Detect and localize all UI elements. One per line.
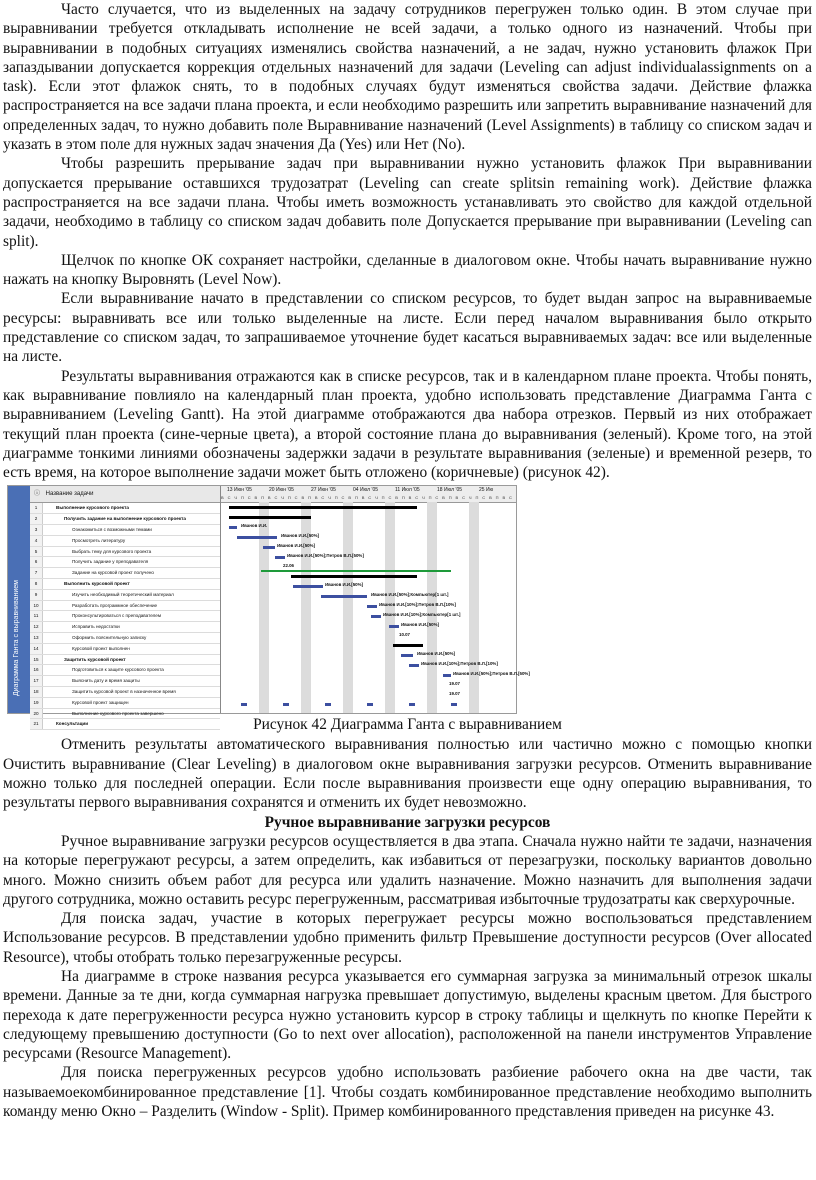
bar-label: 22.06	[283, 563, 294, 569]
task-row-name: Задание на курсовой проект получено	[72, 570, 154, 576]
task-row-number: 4	[30, 536, 43, 546]
task-row-name: Выполнение курсового проекта завершено	[72, 710, 164, 716]
task-row-number: 11	[30, 611, 43, 621]
task-row-number: 21	[30, 719, 43, 729]
task-row-name: Курсовой проект выполнен	[72, 645, 130, 651]
bar-label: Иванов И.И.[50%];Петров В.Л.[50%]	[453, 671, 530, 677]
paragraph: Часто случается, что из выделенных на задачу сотрудников перегружен только один. В этом случае при выравнивании требуется откладывать исполнение не всей задачи, а только одного из назначений. Чтобы при выравнивании в подобных ситуациях изменялись свойства назначений, а не задач, нужно установить флажок При запаздывании допускается коррекция отдельных назначений для задачи (Leveling can adjust individualassignments on a task). Если этот флажок снять, то в подобных случаях будут изменяться свойства задачи. Действие флажка распространяется на все задачи плана проекта, и если необходимо разрешить или запретить выравнивание назначений для определенных задач, то нужно добавить поле Выравнивание назначений (Level Assignments) в таблицу со списком задач и указать в этом поле для нужных задач значения Да (Yes) или Нет (No).	[3, 1, 812, 154]
timescale-week: 13 Июн '05	[227, 487, 252, 494]
task-row-number: 5	[30, 547, 43, 557]
weekend-shading	[427, 502, 437, 713]
task-row-number: 3	[30, 525, 43, 535]
task-row-name: Ознакомиться с возможными темами	[72, 527, 152, 533]
view-bar	[8, 486, 30, 713]
task-row-name: Защитить курсовой проект в назначенное время	[72, 688, 176, 694]
task-bar	[401, 654, 413, 657]
timescale-week: 25 Ию	[479, 487, 494, 494]
bar-label: Иванов И.И.[50%]	[277, 543, 315, 549]
bar-label: Иванов И.И.	[241, 523, 268, 529]
paragraph: Результаты выравнивания отражаются как в списке ресурсов, так и в календарном плане проекта. Чтобы понять, как выравнивание повлияло на календарный план проекта, удобно использовать представление Диаграмма Ганта с выравниванием (Leveling Gantt). На этой диаграмме отображаются два набора отрезков. Первый из них отображает текущий план проекта (сине-черные цвета), а второй состояние плана до выравнивания (зеленый). Кроме того, на этой диаграмме тонкими линиями обозначены задержки задачи в результате выравнивания (зеленые) и временной резерв, то есть время, на которое выполнение задачи может быть отложено (коричневые) (рисунок 42).	[3, 367, 812, 482]
task-bar	[263, 546, 275, 549]
summary-bar	[229, 516, 311, 519]
timescale	[221, 486, 516, 503]
task-bar	[229, 526, 237, 529]
bar-label: Иванов И.И.[50%];Компьютер[1 шт.]	[371, 592, 449, 598]
task-bar	[389, 625, 399, 628]
paragraph: Для поиска задач, участие в которых перегружает ресурсы можно воспользоваться представлением Использование ресурсов. В представлении удобно применить фильтр Превышение доступности ресурсов (Over allocated Resource), чтобы отобрать только перезагруженные ресурсы.	[3, 910, 812, 966]
task-bar	[275, 556, 285, 559]
bar-label: Иванов И.И.[50%]	[281, 533, 319, 539]
task-row-number: 20	[30, 709, 43, 719]
task-row[interactable]	[30, 525, 220, 536]
task-row[interactable]	[30, 665, 220, 676]
task-row-name: Проконсультироваться с преподавателем	[72, 613, 161, 619]
consultation-bar	[241, 703, 247, 706]
bar-label: Иванов И.И.[50%]	[325, 582, 363, 588]
timescale-week: 27 Июн '05	[311, 487, 336, 494]
consultation-bar	[283, 703, 289, 706]
task-row-name: Исправить недостатки	[72, 624, 120, 630]
task-row[interactable]	[30, 601, 220, 612]
task-row-name: Получить задание на выполнение курсового проекта	[64, 516, 186, 522]
task-bar	[443, 674, 451, 677]
task-row[interactable]	[30, 719, 220, 730]
task-row-number: 12	[30, 622, 43, 632]
task-row-name: Выполнить курсовой проект	[64, 581, 130, 586]
bar-label: 19.07	[449, 691, 460, 697]
bar-label: Иванов И.И.[50%]	[417, 651, 455, 657]
task-row[interactable]	[30, 590, 220, 601]
task-bar	[293, 585, 323, 588]
task-row-number: 17	[30, 676, 43, 686]
task-row-number: 8	[30, 579, 43, 589]
task-row-name: Курсовой проект защищен	[72, 699, 129, 705]
bar-label: Иванов И.И.[10%];Петров В.Л.[10%]	[379, 602, 456, 608]
task-row-number: 13	[30, 633, 43, 643]
bar-label: Иванов И.И.[50%]	[401, 622, 439, 628]
timescale-week: 11 Июл '05	[395, 487, 420, 494]
summary-bar	[393, 644, 423, 647]
weekend-shading	[343, 502, 353, 713]
task-row[interactable]	[30, 579, 220, 590]
column-header-task-name: Название задачи	[45, 491, 94, 498]
task-row-name: Изучить необходимый теоретический материал	[72, 591, 174, 597]
task-row[interactable]	[30, 633, 220, 644]
task-row-name: Разработать программное обеспечение	[72, 602, 158, 608]
task-bar	[367, 605, 377, 608]
bar-label: 19.07	[449, 681, 460, 687]
gantt-chart	[221, 486, 530, 713]
task-table-header	[30, 486, 220, 503]
baseline-bar	[261, 570, 451, 572]
bar-label: Иванов И.И.[10%];Петров В.Л.[10%]	[421, 661, 498, 667]
task-row-number: 7	[30, 568, 43, 578]
task-row[interactable]	[30, 655, 220, 666]
summary-bar	[291, 575, 417, 578]
task-bar	[371, 615, 381, 618]
task-row-number: 6	[30, 557, 43, 567]
task-row[interactable]	[30, 536, 220, 547]
timescale-week: 20 Июн '05	[269, 487, 294, 494]
task-row-name: Защитить курсовой проект	[64, 656, 126, 662]
consultation-bar	[325, 703, 331, 706]
task-row-number: 15	[30, 655, 43, 665]
task-row[interactable]	[30, 514, 220, 525]
weekend-shading	[259, 502, 269, 713]
paragraph: Для поиска перегруженных ресурсов удобно использовать разбиение рабочего окна на две части, так называемоекомбинированное представление [1]. Чтобы создать комбинированное представление необходимо выполнить команду меню Окно – Разделить (Window - Split). Пример комбинированного представления приведен на рисунке 43.	[3, 1064, 812, 1121]
paragraph: Чтобы разрешить прерывание задач при выравнивании нужно установить флажок При выравнивании допускается прерывание оставшихся трудозатрат (Leveling can create splitsin remaining work). Действие флажка распространяется на все задачи плана. Чтобы иметь возможность устанавливать это свойство для каждой отдельной задачи, необходимо в таблицу со списком задач добавить поле Допускается прерывание при выравнивании (Leveling can split).	[3, 155, 812, 250]
task-row-name: Консультации	[56, 721, 89, 727]
consultation-bar	[451, 703, 457, 706]
paragraph: Щелчок по кнопке ОК сохраняет настройки, сделанные в диалоговом окне. Чтобы начать выравнивание нужно нажать на кнопку Выровнять (Level Now).	[3, 251, 812, 289]
figure-caption: Рисунок 42 Диаграмма Ганта с выравниванием	[253, 716, 562, 734]
weekend-shading	[385, 502, 395, 713]
task-row-number: 16	[30, 665, 43, 675]
task-row-number: 9	[30, 590, 43, 600]
task-row[interactable]	[30, 644, 220, 655]
bar-label: 10.07	[399, 632, 410, 638]
task-row-name: Оформить пояснительную записку	[72, 634, 147, 640]
task-row-name: Выполнение курсового проекта	[56, 505, 129, 511]
info-icon: ⓘ	[33, 491, 40, 498]
weekend-shading	[469, 502, 479, 713]
task-row[interactable]	[30, 687, 220, 698]
task-bar	[237, 536, 277, 539]
task-row-number: 18	[30, 687, 43, 697]
paragraph: Если выравнивание начато в представлении со списком ресурсов, то будет выдан запрос на выравниваемые ресурсы: выравнивать все или только выделенные на листе. Если перед началом выравнивания было открыто представление со списком задач, то запрашиваемое уточнение будет касаться выравниваемых задач: все или выделенные на листе.	[3, 290, 812, 366]
task-row-number: 19	[30, 698, 43, 708]
view-bar-label: Диаграмма Ганта с выравниванием	[13, 580, 20, 697]
task-row-number: 1	[30, 503, 43, 513]
task-row-name: Выяснить дату и время защиты	[72, 678, 140, 684]
summary-bar	[229, 506, 417, 509]
task-row[interactable]	[30, 676, 220, 687]
task-row[interactable]	[30, 568, 220, 579]
task-row-number: 10	[30, 601, 43, 611]
task-row-number: 14	[30, 644, 43, 654]
task-row[interactable]	[30, 547, 220, 558]
task-row-name: Просмотреть литературу	[72, 537, 126, 543]
timescale-days: В С Ч П С В П В С Ч П С В П В С Ч П С В П В С Ч П С В П В С Ч П С В П В С Ч П С В П В С	[221, 495, 514, 501]
task-row-name: Подготовиться к защите курсового проекта	[72, 667, 164, 673]
bar-label: Иванов И.И.[10%];Компьютер[1 шт.]	[383, 612, 461, 618]
task-row[interactable]	[30, 709, 220, 720]
paragraph: Ручное выравнивание загрузки ресурсов осуществляется в два этапа. Сначала нужно найти те задачи, назначения на которые перегружают ресурсы, а затем определить, как избавиться от перезагрузки, поскольку вариантов довольно много. Можно снизить объем работ для ресурса или удалить назначение. Можно назначить для выполнения задачи другого сотрудника, можно оставить ресурс перегруженным, рассматривая избыточные трудозатраты как сверхурочные.	[3, 832, 812, 908]
task-row[interactable]	[30, 557, 220, 568]
task-row-name: Выбрать тему для курсового проекта	[72, 548, 152, 554]
task-row-number: 2	[30, 514, 43, 524]
task-row[interactable]	[30, 698, 220, 709]
task-row[interactable]	[30, 503, 220, 514]
task-bar	[409, 664, 419, 667]
timescale-week: 04 Июл '05	[353, 487, 379, 494]
task-table	[30, 486, 221, 727]
paragraph: На диаграмме в строке названия ресурса указывается его суммарная загрузка за минимальный отрезок шкалы времени. Данные за те дни, когда суммарная нагрузка превышает допустимую, выделены красным цветом. Для быстрого перехода к дате перегруженности ресурса нужно установить курсор в строку таблицы и щелкнуть по кнопке Перейти к следующему превышению доступности (Go to next over allocation), расположенной на панели инструментов Управление ресурсами (Resource Management).	[3, 967, 812, 1063]
task-row[interactable]	[30, 611, 220, 622]
task-row-name: Получить задание у преподавателя	[72, 559, 149, 565]
task-bar	[321, 595, 367, 598]
section-heading: Ручное выравнивание загрузки ресурсов	[264, 813, 551, 831]
consultation-bar	[409, 703, 415, 706]
task-row[interactable]	[30, 622, 220, 633]
paragraph: Отменить результаты автоматического выравнивания полностью или частично можно с помощью кнопки Очистить выравнивание (Clear Leveling) в диалоговом окне выравнивания загрузки ресурсов. Отменить выравнивание можно только для последней операции. Если после выравнивания произвести еще одну операцию выравнивания, то результаты первого выравнивания сохранятся и отменить их будет невозможно.	[3, 736, 812, 812]
bar-label: Иванов И.И.[50%];Петров В.Л.[50%]	[287, 553, 364, 559]
consultation-bar	[367, 703, 373, 706]
timescale-week: 18 Июл '05	[437, 487, 463, 494]
